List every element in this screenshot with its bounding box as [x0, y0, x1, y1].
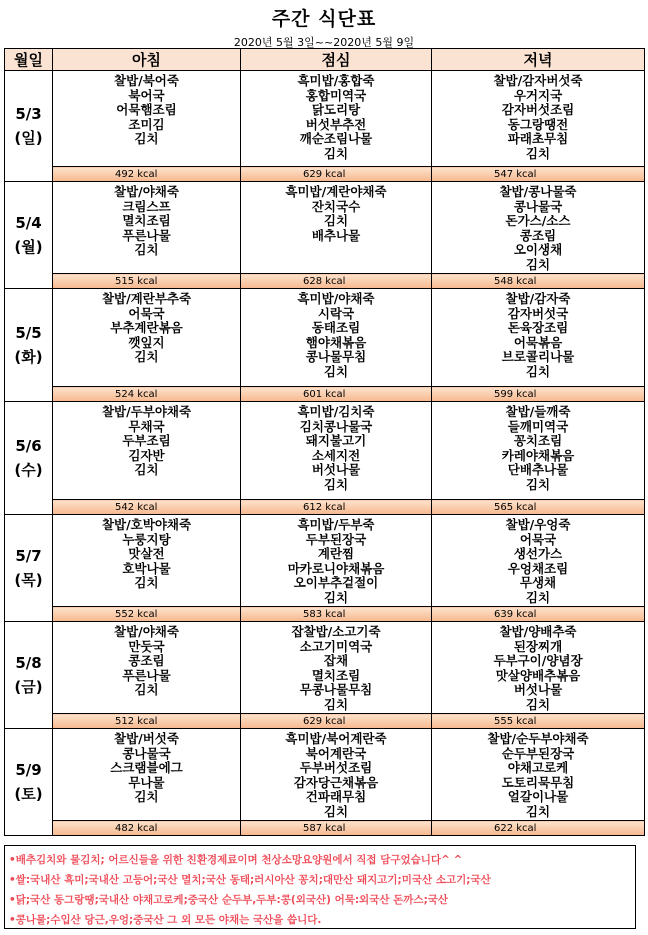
- day-cell: [5, 289, 53, 402]
- dinner-cell: [432, 729, 645, 821]
- menu-item: 김치: [134, 132, 159, 147]
- menu-item: 오이부추겉절이: [293, 576, 379, 591]
- header-day: 월일: [5, 49, 53, 71]
- kcal-value: 622 kcal: [432, 821, 645, 836]
- menu-item: 꽁치조림: [513, 434, 563, 449]
- day-row: [5, 622, 645, 714]
- menu-item: 깻잎지: [128, 335, 165, 350]
- menu-item: 돈육장조림: [507, 321, 569, 336]
- menu-item: 콩조림: [519, 228, 557, 243]
- note-line: •쌀:국내산 흑미;국내산 고등어;국산 멸치;국산 동태;러시아산 꽁치;대만산 돼지고기;미국산 소고기;국산: [9, 874, 491, 886]
- menu-item: 잡채: [323, 654, 349, 669]
- menu-item: 파래초무침: [507, 132, 569, 147]
- menu-item: 김치: [134, 243, 159, 258]
- kcal-value: 629 kcal: [241, 167, 432, 182]
- menu-item: 소세지전: [311, 448, 361, 463]
- kcal-value: 547 kcal: [432, 167, 645, 182]
- menu-item: 도토리묵무침: [501, 775, 575, 790]
- menu-item: 건파래무침: [305, 790, 367, 805]
- day-row: [5, 515, 645, 607]
- menu-item: 김치: [525, 590, 551, 605]
- menu-item: 홍합미역국: [305, 88, 367, 103]
- dinner-cell: [432, 182, 645, 274]
- menu-item: 찰밥/양배추죽: [499, 625, 577, 639]
- day-weekday: (금): [14, 678, 43, 696]
- menu-item: 잔치국수: [311, 199, 361, 214]
- menu-item: 김치: [323, 697, 349, 712]
- menu-item: 누룽지탕: [122, 532, 171, 547]
- note-line: •배추김치와 물김치; 어르신들을 위한 친환경제료이며 천상소망요양원에서 직접 담구었습니다^ ^: [9, 854, 463, 866]
- menu-item: 흑미밥/김치죽: [297, 405, 375, 419]
- menu-item: 김치: [134, 683, 159, 698]
- menu-item: 닭도리탕: [311, 103, 361, 118]
- kcal-row: [5, 500, 645, 515]
- lunch-cell: [241, 622, 432, 714]
- lunch-cell: [241, 729, 432, 821]
- dinner-cell: [432, 402, 645, 500]
- menu-item: 부추계란볶음: [110, 321, 183, 336]
- menu-item: 김치: [134, 350, 159, 365]
- day-row: [5, 402, 645, 500]
- menu-item: 찰밥/버섯죽: [114, 732, 179, 746]
- menu-item: 감자버섯조림: [501, 103, 575, 118]
- lunch-cell: [241, 289, 432, 387]
- menu-item: 어묵볶음: [513, 335, 563, 350]
- menu-item: 스크램블에그: [110, 761, 183, 776]
- kcal-value: 512 kcal: [53, 714, 241, 729]
- menu-item: 콩나물무침: [305, 350, 367, 365]
- menu-item: 멸치조림: [311, 668, 361, 683]
- menu-item: 감자버섯국: [507, 306, 569, 321]
- menu-item: 맛살양배추볶음: [495, 668, 581, 683]
- menu-item: 콩조림: [128, 654, 165, 669]
- menu-item: 김치: [525, 804, 551, 819]
- menu-item: 푸른나물: [122, 228, 171, 243]
- menu-item: 카레야채볶음: [501, 448, 575, 463]
- header-breakfast: 아침: [53, 49, 241, 71]
- day-date: 5/8: [15, 654, 42, 672]
- menu-item: 북어국: [128, 88, 165, 103]
- menu-item: 단배추나물: [507, 463, 569, 478]
- header-row: [5, 49, 645, 71]
- menu-item: 햄야채볶음: [305, 335, 367, 350]
- header-lunch: 점심: [241, 49, 432, 71]
- breakfast-cell: [53, 182, 241, 274]
- lunch-cell: [241, 515, 432, 607]
- kcal-value: 601 kcal: [241, 387, 432, 402]
- kcal-row: [5, 387, 645, 402]
- menu-item: 찰밥/들깨죽: [505, 405, 571, 419]
- page-title: 주간 식단표: [271, 8, 377, 30]
- menu-item: 소고기미역국: [299, 639, 373, 654]
- lunch-cell: [241, 182, 432, 274]
- day-cell: [5, 729, 53, 836]
- day-date: 5/7: [15, 547, 42, 565]
- menu-item: 맛살전: [128, 547, 165, 562]
- menu-item: 찰밥/북어죽: [114, 74, 179, 88]
- menu-item: 동태조림: [311, 321, 361, 336]
- kcal-value: 552 kcal: [53, 607, 241, 622]
- menu-item: 흑미밥/북어계란죽: [285, 732, 387, 746]
- breakfast-cell: [53, 402, 241, 500]
- menu-item: 김치: [323, 590, 349, 605]
- kcal-row: [5, 607, 645, 622]
- menu-item: 찰밥/감자버섯죽: [493, 74, 583, 88]
- menu-item: 두부버섯조림: [299, 761, 373, 776]
- menu-item: 동그랑땡전: [507, 117, 569, 132]
- menu-item: 무채국: [128, 419, 165, 434]
- kcal-value: 482 kcal: [53, 821, 241, 836]
- day-date: 5/5: [15, 324, 42, 342]
- menu-item: 오이생채: [513, 243, 563, 258]
- day-date: 5/6: [15, 437, 42, 455]
- menu-item: 김치: [323, 477, 349, 492]
- menu-item: 계란찜: [317, 547, 355, 562]
- menu-item: 찰밥/감자죽: [505, 292, 571, 306]
- menu-item: 김치: [323, 804, 349, 819]
- breakfast-cell: [53, 622, 241, 714]
- menu-item: 흑미밥/계란야채죽: [285, 185, 387, 199]
- menu-item: 무나물: [128, 775, 165, 790]
- menu-item: 김치: [323, 146, 349, 161]
- day-date: 5/3: [15, 105, 42, 123]
- note-line: •콩나물;수입산 당근,우엉;중국산 그 외 모든 야채는 국산을 씁니다.: [9, 914, 322, 926]
- menu-item: 잡찰밥/소고기죽: [291, 625, 381, 639]
- kcal-value: 492 kcal: [53, 167, 241, 182]
- menu-item: 찰밥/콩나물죽: [499, 185, 577, 199]
- menu-item: 김치: [525, 477, 551, 492]
- day-weekday: (목): [14, 571, 43, 589]
- menu-item: 북어계란국: [305, 746, 367, 761]
- date-range: 2020년 5월 3일~~2020년 5월 9일: [233, 36, 415, 49]
- breakfast-cell: [53, 515, 241, 607]
- kcal-value: 515 kcal: [53, 274, 241, 289]
- kcal-value: 639 kcal: [432, 607, 645, 622]
- menu-item: 들깨미역국: [507, 419, 569, 434]
- kcal-value: 629 kcal: [241, 714, 432, 729]
- menu-item: 김치: [134, 576, 159, 591]
- menu-item: 브로콜리나물: [501, 350, 575, 365]
- menu-item: 우거지국: [513, 88, 563, 103]
- menu-item: 찰밥/우엉죽: [505, 518, 571, 532]
- menu-item: 푸른나물: [122, 668, 171, 683]
- day-cell: [5, 71, 53, 182]
- menu-item: 흑미밥/두부죽: [297, 518, 375, 532]
- menu-item: 배추나물: [311, 228, 361, 243]
- menu-item: 버섯부추전: [305, 117, 367, 132]
- day-row: [5, 71, 645, 167]
- menu-item: 김치: [525, 697, 551, 712]
- kcal-value: 524 kcal: [53, 387, 241, 402]
- menu-item: 순두부된장국: [501, 746, 575, 761]
- menu-item: 어묵국: [519, 532, 557, 547]
- menu-item: 김치: [525, 146, 551, 161]
- breakfast-cell: [53, 729, 241, 821]
- menu-item: 무생채: [519, 576, 557, 591]
- kcal-value: 599 kcal: [432, 387, 645, 402]
- menu-item: 흑미밥/홍합죽: [297, 74, 375, 88]
- menu-item: 콩나물국: [122, 746, 171, 761]
- menu-item: 찰밥/순두부야채죽: [487, 732, 589, 746]
- header-dinner: 저녁: [432, 49, 645, 71]
- day-weekday: (월): [14, 238, 43, 256]
- menu-item: 얼갈이나물: [507, 790, 569, 805]
- day-weekday: (토): [14, 785, 43, 803]
- kcal-value: 612 kcal: [241, 500, 432, 515]
- breakfast-cell: [53, 289, 241, 387]
- menu-item: 김치: [323, 214, 349, 229]
- menu-item: 크림스프: [122, 199, 171, 214]
- menu-item: 김치: [134, 463, 159, 478]
- kcal-value: 628 kcal: [241, 274, 432, 289]
- menu-item: 호박나물: [122, 561, 171, 576]
- day-date: 5/4: [15, 214, 42, 232]
- kcal-value: 583 kcal: [241, 607, 432, 622]
- menu-item: 찰밥/두부야채죽: [101, 405, 192, 419]
- menu-item: 김치: [525, 257, 551, 272]
- kcal-row: [5, 274, 645, 289]
- menu-item: 어묵국: [128, 306, 165, 321]
- menu-item: 무콩나물무침: [299, 683, 373, 698]
- day-cell: [5, 622, 53, 729]
- menu-item: 두부조림: [122, 434, 171, 449]
- menu-item: 마카로니야채볶음: [287, 561, 385, 576]
- kcal-row: [5, 821, 645, 836]
- menu-item: 찰밥/야채죽: [114, 625, 179, 639]
- menu-item: 버섯나물: [513, 683, 563, 698]
- menu-item: 콩나물국: [513, 199, 563, 214]
- day-date: 5/9: [15, 761, 42, 779]
- day-row: [5, 182, 645, 274]
- menu-item: 두부구이/양념장: [493, 654, 583, 669]
- kcal-value: 587 kcal: [241, 821, 432, 836]
- menu-item: 찰밥/계란부추죽: [101, 292, 192, 306]
- menu-table: [4, 48, 645, 836]
- day-weekday: (화): [14, 348, 43, 366]
- menu-item: 감자당근채볶음: [293, 775, 379, 790]
- menu-item: 어묵햄조림: [116, 103, 177, 118]
- kcal-value: 555 kcal: [432, 714, 645, 729]
- breakfast-cell: [53, 71, 241, 167]
- menu-item: 김자반: [128, 448, 165, 463]
- menu-item: 멸치조림: [122, 214, 171, 229]
- kcal-value: 548 kcal: [432, 274, 645, 289]
- menu-item: 돼지불고기: [305, 434, 367, 449]
- day-cell: [5, 515, 53, 622]
- lunch-cell: [241, 402, 432, 500]
- menu-item: 우엉채조림: [507, 561, 569, 576]
- menu-item: 두부된장국: [305, 532, 367, 547]
- kcal-row: [5, 714, 645, 729]
- dinner-cell: [432, 515, 645, 607]
- notes-box: [4, 845, 636, 929]
- menu-item: 김치콩나물국: [299, 419, 373, 434]
- menu-item: 돈가스/소스: [505, 214, 571, 229]
- kcal-row: [5, 167, 645, 182]
- menu-item: 찰밥/호박야채죽: [101, 518, 192, 532]
- kcal-value: 565 kcal: [432, 500, 645, 515]
- day-row: [5, 729, 645, 821]
- menu-item: 깨순조림나물: [299, 132, 373, 147]
- kcal-value: 542 kcal: [53, 500, 241, 515]
- day-weekday: (수): [14, 461, 43, 479]
- dinner-cell: [432, 71, 645, 167]
- menu-item: 김치: [134, 790, 159, 805]
- menu-item: 찰밥/야채죽: [114, 185, 179, 199]
- menu-item: 버섯나물: [311, 463, 361, 478]
- menu-item: 흑미밥/야채죽: [297, 292, 375, 306]
- day-cell: [5, 182, 53, 289]
- menu-item: 시락국: [317, 306, 355, 321]
- menu-item: 야채고로케: [507, 761, 569, 776]
- note-line: •닭;국산 동그랑땡;국내산 야채고로케;중국산 순두부,두부:콩(외국산) 어묵:외국산 돈까스;국산: [9, 894, 449, 906]
- lunch-cell: [241, 71, 432, 167]
- day-row: [5, 289, 645, 387]
- menu-item: 생선가스: [513, 547, 563, 562]
- day-cell: [5, 402, 53, 515]
- day-weekday: (일): [14, 129, 43, 147]
- dinner-cell: [432, 622, 645, 714]
- menu-item: 된장찌개: [513, 639, 563, 654]
- dinner-cell: [432, 289, 645, 387]
- menu-item: 김치: [323, 364, 349, 379]
- menu-item: 조미김: [128, 117, 165, 132]
- menu-item: 김치: [525, 364, 551, 379]
- menu-item: 만둣국: [128, 639, 165, 654]
